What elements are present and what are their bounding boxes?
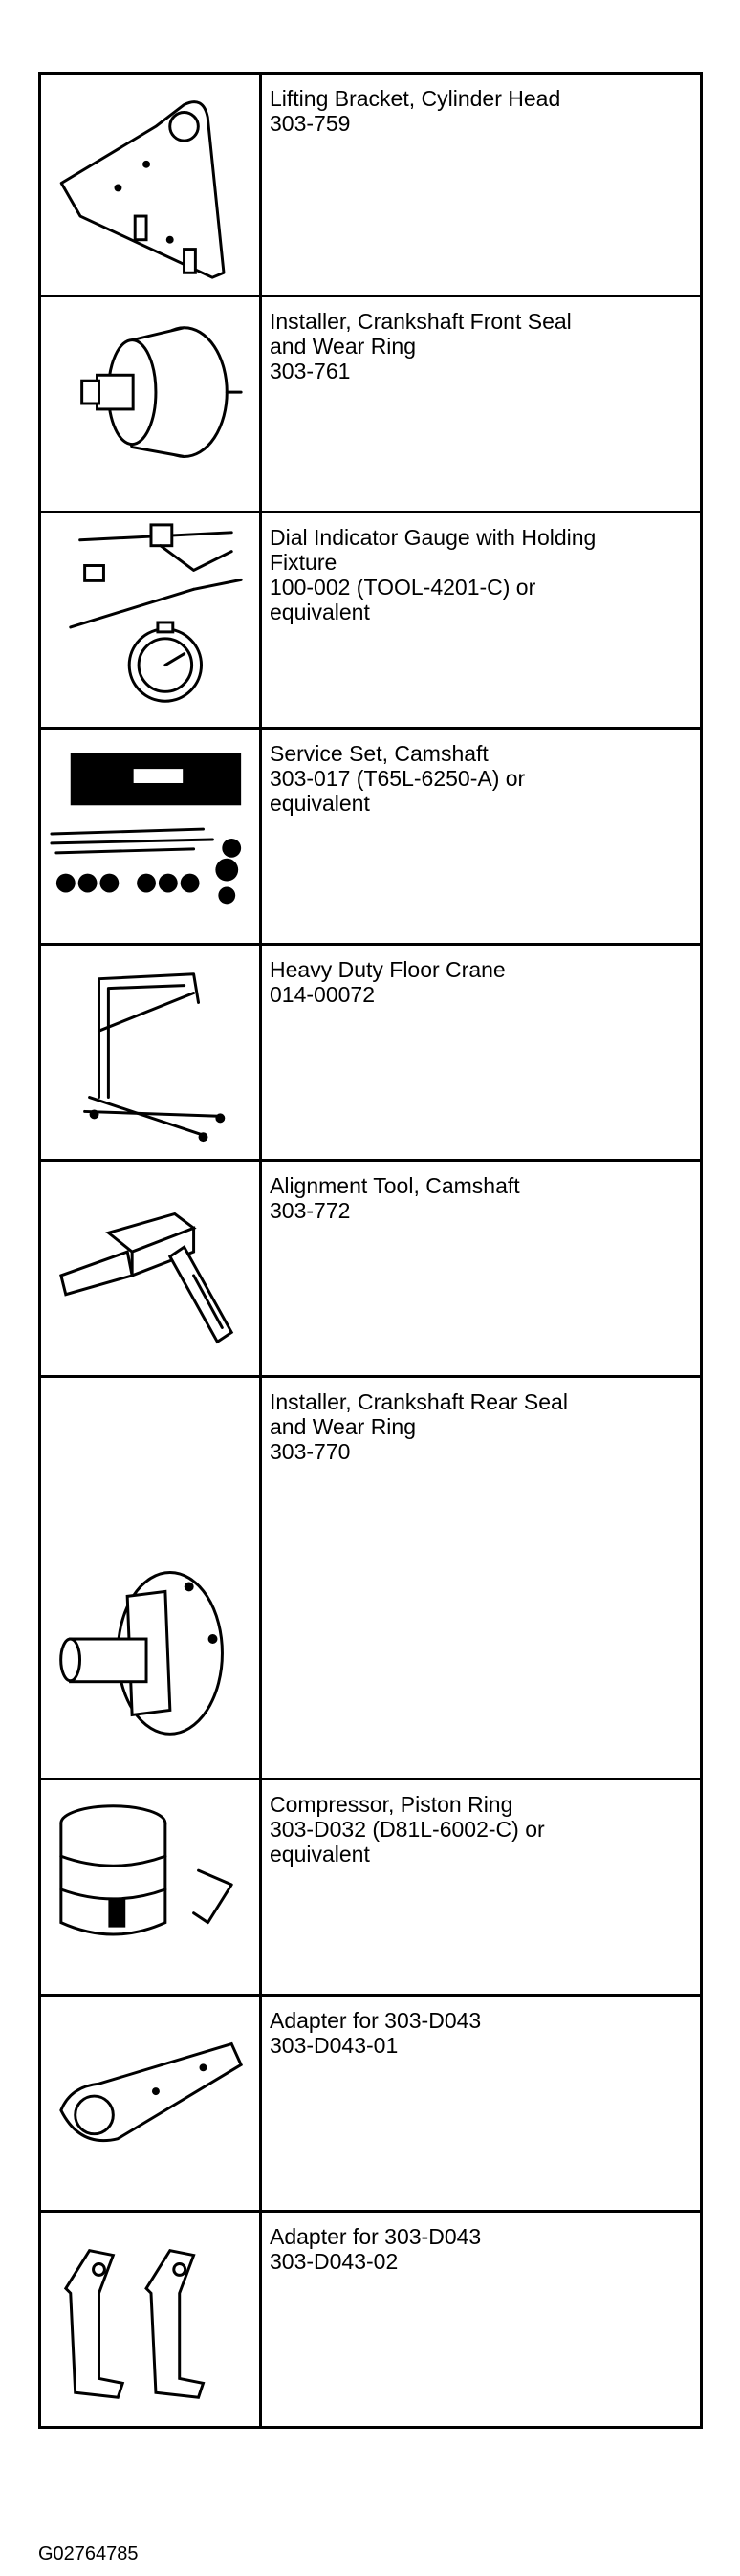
floor-crane-icon	[41, 946, 259, 1156]
tool-description: Service Set, Camshaft	[270, 741, 489, 766]
tool-description: and Wear Ring	[270, 1414, 416, 1439]
tool-description: Alignment Tool, Camshaft	[270, 1173, 520, 1198]
adapter-arm-icon	[41, 1997, 259, 2207]
camshaft-alignment-tool-icon	[41, 1162, 259, 1372]
tool-part-number: 303-017 (T65L-6250-A) or	[270, 766, 526, 791]
tool-description: Heavy Duty Floor Crane	[270, 957, 506, 982]
tool-description: Lifting Bracket, Cylinder Head	[270, 86, 561, 111]
tool-part-number: 303-D043-02	[270, 2249, 399, 2274]
tool-part-number: 303-772	[270, 1198, 351, 1223]
dial-indicator-icon	[41, 513, 259, 724]
tool-description: Installer, Crankshaft Front Seal	[270, 309, 572, 334]
tool-description: Installer, Crankshaft Rear Seal	[270, 1389, 568, 1414]
tool-row	[40, 1779, 702, 1996]
tool-description: Dial Indicator Gauge with Holding	[270, 525, 597, 550]
tool-description: Fixture	[270, 550, 337, 575]
tool-row	[40, 296, 702, 513]
tool-description: Adapter for 303-D043	[270, 2224, 482, 2249]
tool-description: Adapter for 303-D043	[270, 2008, 482, 2033]
tool-row	[40, 1996, 702, 2212]
tool-description: equivalent	[270, 600, 370, 624]
tool-row	[40, 74, 702, 296]
tool-row	[40, 2212, 702, 2428]
tool-description: equivalent	[270, 1842, 370, 1867]
tool-row	[40, 1161, 702, 1377]
tool-description: equivalent	[270, 791, 370, 816]
tool-part-number: 303-770	[270, 1439, 351, 1464]
camshaft-service-set-icon	[41, 730, 259, 940]
figure-code: G02764785	[38, 2543, 139, 2565]
seal-installer-icon	[41, 297, 259, 508]
adapter-brackets-icon	[41, 2213, 259, 2423]
tool-description: Compressor, Piston Ring	[270, 1792, 513, 1817]
tool-row	[40, 513, 702, 729]
lifting-bracket-icon	[41, 75, 259, 292]
tool-description: and Wear Ring	[270, 334, 416, 359]
rear-seal-installer-icon	[41, 1378, 259, 1775]
tool-row	[40, 1377, 702, 1779]
tool-part-number: 303-759	[270, 111, 351, 136]
tool-row	[40, 729, 702, 945]
tool-part-number: 100-002 (TOOL-4201-C) or	[270, 575, 536, 600]
tool-part-number: 303-D043-01	[270, 2033, 399, 2058]
tool-part-number: 303-761	[270, 359, 351, 383]
special-tools-table	[38, 72, 703, 2429]
tool-part-number: 014-00072	[270, 982, 375, 1007]
piston-ring-compressor-icon	[41, 1780, 259, 1991]
tool-row	[40, 945, 702, 1161]
tool-part-number: 303-D032 (D81L-6002-C) or	[270, 1817, 545, 1842]
